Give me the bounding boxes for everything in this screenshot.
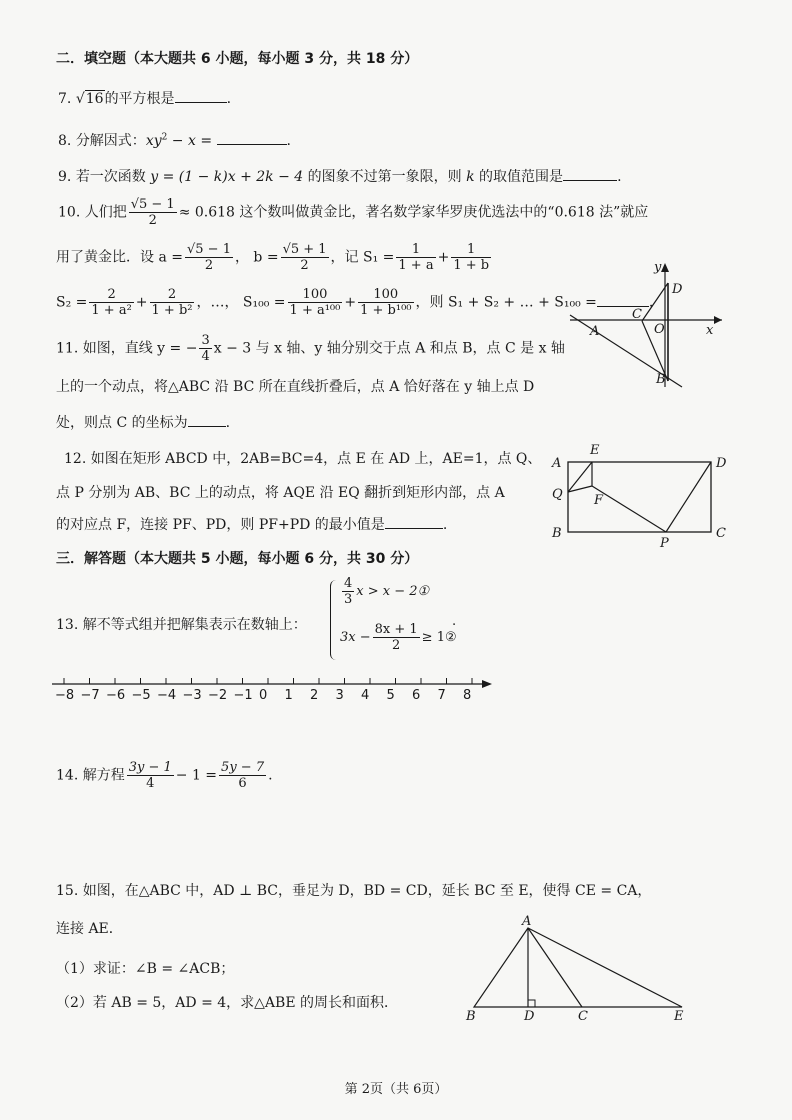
question-11-line-1: 11. 如图，直线 y = − $\frac{3}{4}$ x − 3 与 x 轴、y 轴分别交于点 A 和点 B，点 C 是 x 轴	[56, 333, 565, 364]
number-line-label: 6	[412, 688, 421, 703]
q7-text: 的平方根是	[104, 91, 175, 107]
number-line-label: −3	[182, 688, 202, 703]
q8-answer-blank[interactable]	[217, 132, 287, 145]
arrow-right-icon	[482, 680, 492, 688]
number-line-label: 5	[386, 688, 395, 703]
figure-11	[560, 255, 730, 395]
q12-answer-blank[interactable]	[385, 516, 443, 529]
label-q: Q	[552, 487, 563, 502]
question-15-part-2: （2）若 AB = 5，AD = 4，求△ABE 的周长和面积．	[56, 995, 399, 1011]
q7-answer-blank[interactable]	[175, 90, 227, 103]
number-line-label: −6	[106, 688, 126, 703]
number-line-label: −4	[157, 688, 177, 703]
label-b: B	[552, 526, 562, 541]
label-f: F	[594, 493, 604, 508]
question-14: 14. 解方程 $\frac{3y - 1}{4}$ − 1 = $\frac{5y - 7}{6}$ .	[56, 760, 273, 791]
number-line-label: −7	[80, 688, 100, 703]
section-3-title: 三．解答题（本大题共 5 小题，每小题 6 分，共 30 分）	[56, 551, 419, 567]
question-15-line-1: 15. 如图，在△ABC 中，AD ⊥ BC，垂足为 D，BD = CD，延长 BC 至 E，使得 CE = CA，	[56, 883, 652, 899]
label-e: E	[590, 443, 600, 458]
number-line-label: −5	[131, 688, 151, 703]
figure-12	[540, 440, 740, 550]
question-9: 9. 若一次函数 y = (1 − k)x + 2k − 4 的图象不过第一象限，则 k 的取值范围是 .	[58, 169, 622, 185]
right-angle-mark	[528, 1000, 535, 1007]
number-line-label: −1	[233, 688, 253, 703]
label-d: D	[524, 1009, 535, 1022]
rectangle-abcd	[568, 462, 711, 532]
label-d: D	[716, 456, 727, 471]
label-o: O	[654, 322, 665, 337]
question-8: 8. 分解因式：$xy^2 - x$ = .	[58, 132, 291, 149]
inequality-2: 3x − $\frac{8x + 1}{2}$ ≥ 1②	[340, 622, 457, 653]
question-10-line-3: S₂ = $\frac{2}{\text{1 + a²}}$ + $\frac{2}{\text{1 + b²}}$ ，…， S₁₀₀ = $\frac{100}{\text{1 + a¹⁰⁰}}$ + $\frac{100}{\text{1 + b¹⁰⁰}}$ ，则 S₁ + S₂ + … + S₁₀₀ = .	[56, 287, 654, 318]
number-line-label: 7	[437, 688, 446, 703]
label-a: A	[522, 914, 532, 929]
label-y: y	[654, 260, 662, 275]
number-line-label: −8	[55, 688, 75, 703]
label-c: C	[716, 526, 726, 541]
label-d: D	[672, 282, 683, 297]
label-e: E	[674, 1009, 684, 1022]
label-a: A	[590, 324, 600, 339]
number-line-label: 4	[361, 688, 370, 703]
q11-answer-blank[interactable]	[188, 414, 226, 427]
golden-ratio-fraction: $\frac{√5 - 1}{2}$	[130, 197, 175, 228]
question-10-line-1: 10. 人们把 $\frac{√5 - 1}{2}$ ≈ 0.618 这个数叫做黄金比，著名数学家华罗庚优选法中的“0.618 法”就应	[58, 197, 649, 228]
label-b: B	[656, 372, 666, 387]
figure-15	[462, 912, 697, 1022]
q7-sqrt: √16	[75, 91, 104, 107]
q9-answer-blank[interactable]	[563, 168, 617, 181]
q8-text: 分解因式：	[75, 133, 146, 149]
label-a: A	[552, 456, 562, 471]
question-11-line-2: 上的一个动点，将△ABC 沿 BC 所在直线折叠后，点 A 恰好落在 y 轴上点 D	[56, 379, 535, 395]
segment-pd	[666, 462, 711, 532]
question-15-line-2: 连接 AE．	[56, 921, 123, 937]
page-footer: 第 2页（共 6页）	[344, 1082, 448, 1097]
number-line-label: −2	[208, 688, 228, 703]
number-line-label: 8	[463, 688, 472, 703]
question-12-line-2: 点 P 分别为 AB、BC 上的动点，将 AQE 沿 EQ 翻折到矩形内部，点 A	[56, 485, 505, 501]
segment-ac	[528, 928, 582, 1007]
label-c: C	[632, 307, 642, 322]
number-line-label: 1	[284, 688, 293, 703]
segment-pf	[592, 486, 666, 532]
number-line-label: 0	[259, 688, 268, 703]
question-12-line-1: 12. 如图在矩形 ABCD 中，2AB=BC=4，点 E 在 AD 上，AE=1，点 Q、	[64, 451, 542, 467]
triangle-abe	[474, 928, 682, 1007]
inequality-1: $\frac{4}{3}$ x > x − 2①	[344, 576, 430, 607]
label-p: P	[660, 536, 669, 550]
q7-number: 7.	[58, 91, 72, 107]
label-x: x	[706, 323, 714, 338]
question-12-line-3: 的对应点 F，连接 PF、PD，则 PF+PD 的最小值是 .	[56, 517, 448, 533]
question-15-part-1: （1）求证：∠B = ∠ACB；	[56, 961, 235, 977]
segment-cd	[642, 283, 668, 321]
number-line-label: 3	[335, 688, 344, 703]
number-line-label: 2	[310, 688, 319, 703]
label-c: C	[578, 1009, 588, 1022]
question-7: 7. √16的平方根是 .	[58, 91, 232, 107]
section-2-title: 二．填空题（本大题共 6 小题，每小题 3 分，共 18 分）	[56, 51, 419, 67]
question-13: 13. 解不等式组并把解集表示在数轴上：	[56, 617, 307, 633]
question-11-line-3: 处，则点 C 的坐标为 .	[56, 415, 231, 431]
question-10-line-2: 用了黄金比．设 a = $\frac{√5 - 1}{2}$ ， b = $\frac{√5 + 1}{2}$ ，记 S₁ = $\frac{1}{1 + a}$ + $\frac{1}{1 + b}$	[56, 242, 490, 273]
label-b: B	[466, 1009, 476, 1022]
